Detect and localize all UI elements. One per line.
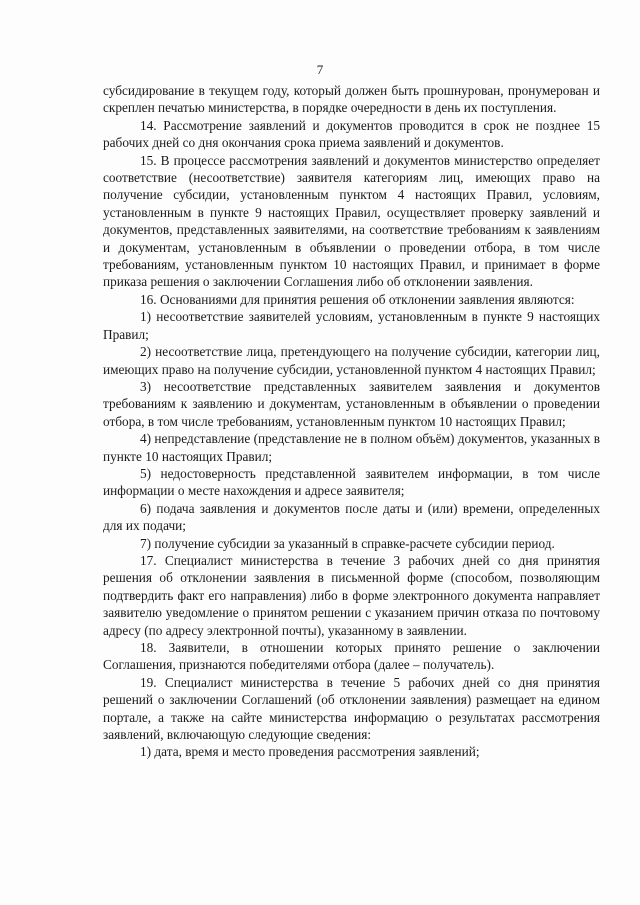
paragraph-16-item-5: 5) недостоверность представленной заявителем информации, в том числе информации о месте нахождения и адресе заявителя; [103, 465, 600, 499]
paragraph-16: 16. Основаниями для принятия решения об отклонении заявления являются: [140, 291, 575, 307]
paragraph-18: 18. Заявители, в отношении которых принято решение о заключении Соглашения, признаются победителями отбора (далее – получатель). [103, 640, 600, 673]
paragraph-16-item-6: 6) подача заявления и документов после даты и (или) времени, определенных для их подачи; [103, 500, 600, 534]
paragraph-16-item-4: 4) непредставление (представление не в полном объём) документов, указанных в пункте 10 настоящих Правил; [103, 431, 600, 464]
paragraph-continuation: субсидирование в текущем году, который должен быть прошнурован, пронумерован и скреплен печатью министерства, в порядке очередности в день их поступления. [103, 83, 600, 116]
paragraph-17: 17. Специалист министерства в течение 3 рабочих дней со дня принятия решения об отклонении заявления в письменной форме (способом, позволяющим подтвердить факт его направления) либо в форме электронного документа направляет заявителю уведомление о принятом решении с указанием причин отказа по почтовому адресу (по адресу электронной почты), указанному в заявлении. [103, 552, 600, 638]
page-number: 7 [316, 62, 324, 77]
document-body [103, 82, 600, 761]
paragraph-16-item-2: 2) несоответствие лица, претендующего на получение субсидии, категории лиц, имеющих право на получение субсидии, установленной пунктом 4 настоящих Правил; [103, 344, 600, 377]
paragraph-14: 14. Рассмотрение заявлений и документов проводится в срок не позднее 15 рабочих дней со дня окончания срока приема заявлений и документов. [103, 117, 600, 151]
paragraph-16-item-1: 1) несоответствие заявителей условиям, установленным в пункте 9 настоящих Правил; [103, 309, 600, 342]
paragraph-16-item-7: 7) получение субсидии за указанный в справке-расчете субсидии период. [140, 535, 555, 551]
paragraph-19: 19. Специалист министерства в течение 5 рабочих дней со дня принятия решений о заключении Соглашений (об отклонении заявления) размещает на едином портале, а также на сайте министерства информацию о результатах рассмотрения заявлений, включающую следующие сведения: [103, 674, 600, 743]
paragraph-19-item-1: 1) дата, время и место проведения рассмотрения заявлений; [140, 744, 480, 760]
paragraph-16-item-3: 3) несоответствие представленных заявителем заявления и документов требованиям к заявлению и документам, установленным в объявлении о проведении отбора, в том числе требованиям, установленным пунктом 10 настоящих Правил; [103, 378, 600, 429]
paragraph-15: 15. В процессе рассмотрения заявлений и документов министерство определяет соответствие (несоответствие) заявителя категориям лиц, имеющих право на получение субсидии, установленным пунктом 4 настоящих Правил, условиям, установленным в пункте 9 настоящих Правил, осуществляет проверку заявлений и документов, представленных заявителями, на соответствие требованиям к заявлениям и документам, установленным в объявлении о проведении отбора, в том числе требованиям, установленным пунктом 10 настоящих Правил, и принимает в форме приказа решения о заключении Соглашения либо об отклонении заявления. [103, 152, 600, 290]
